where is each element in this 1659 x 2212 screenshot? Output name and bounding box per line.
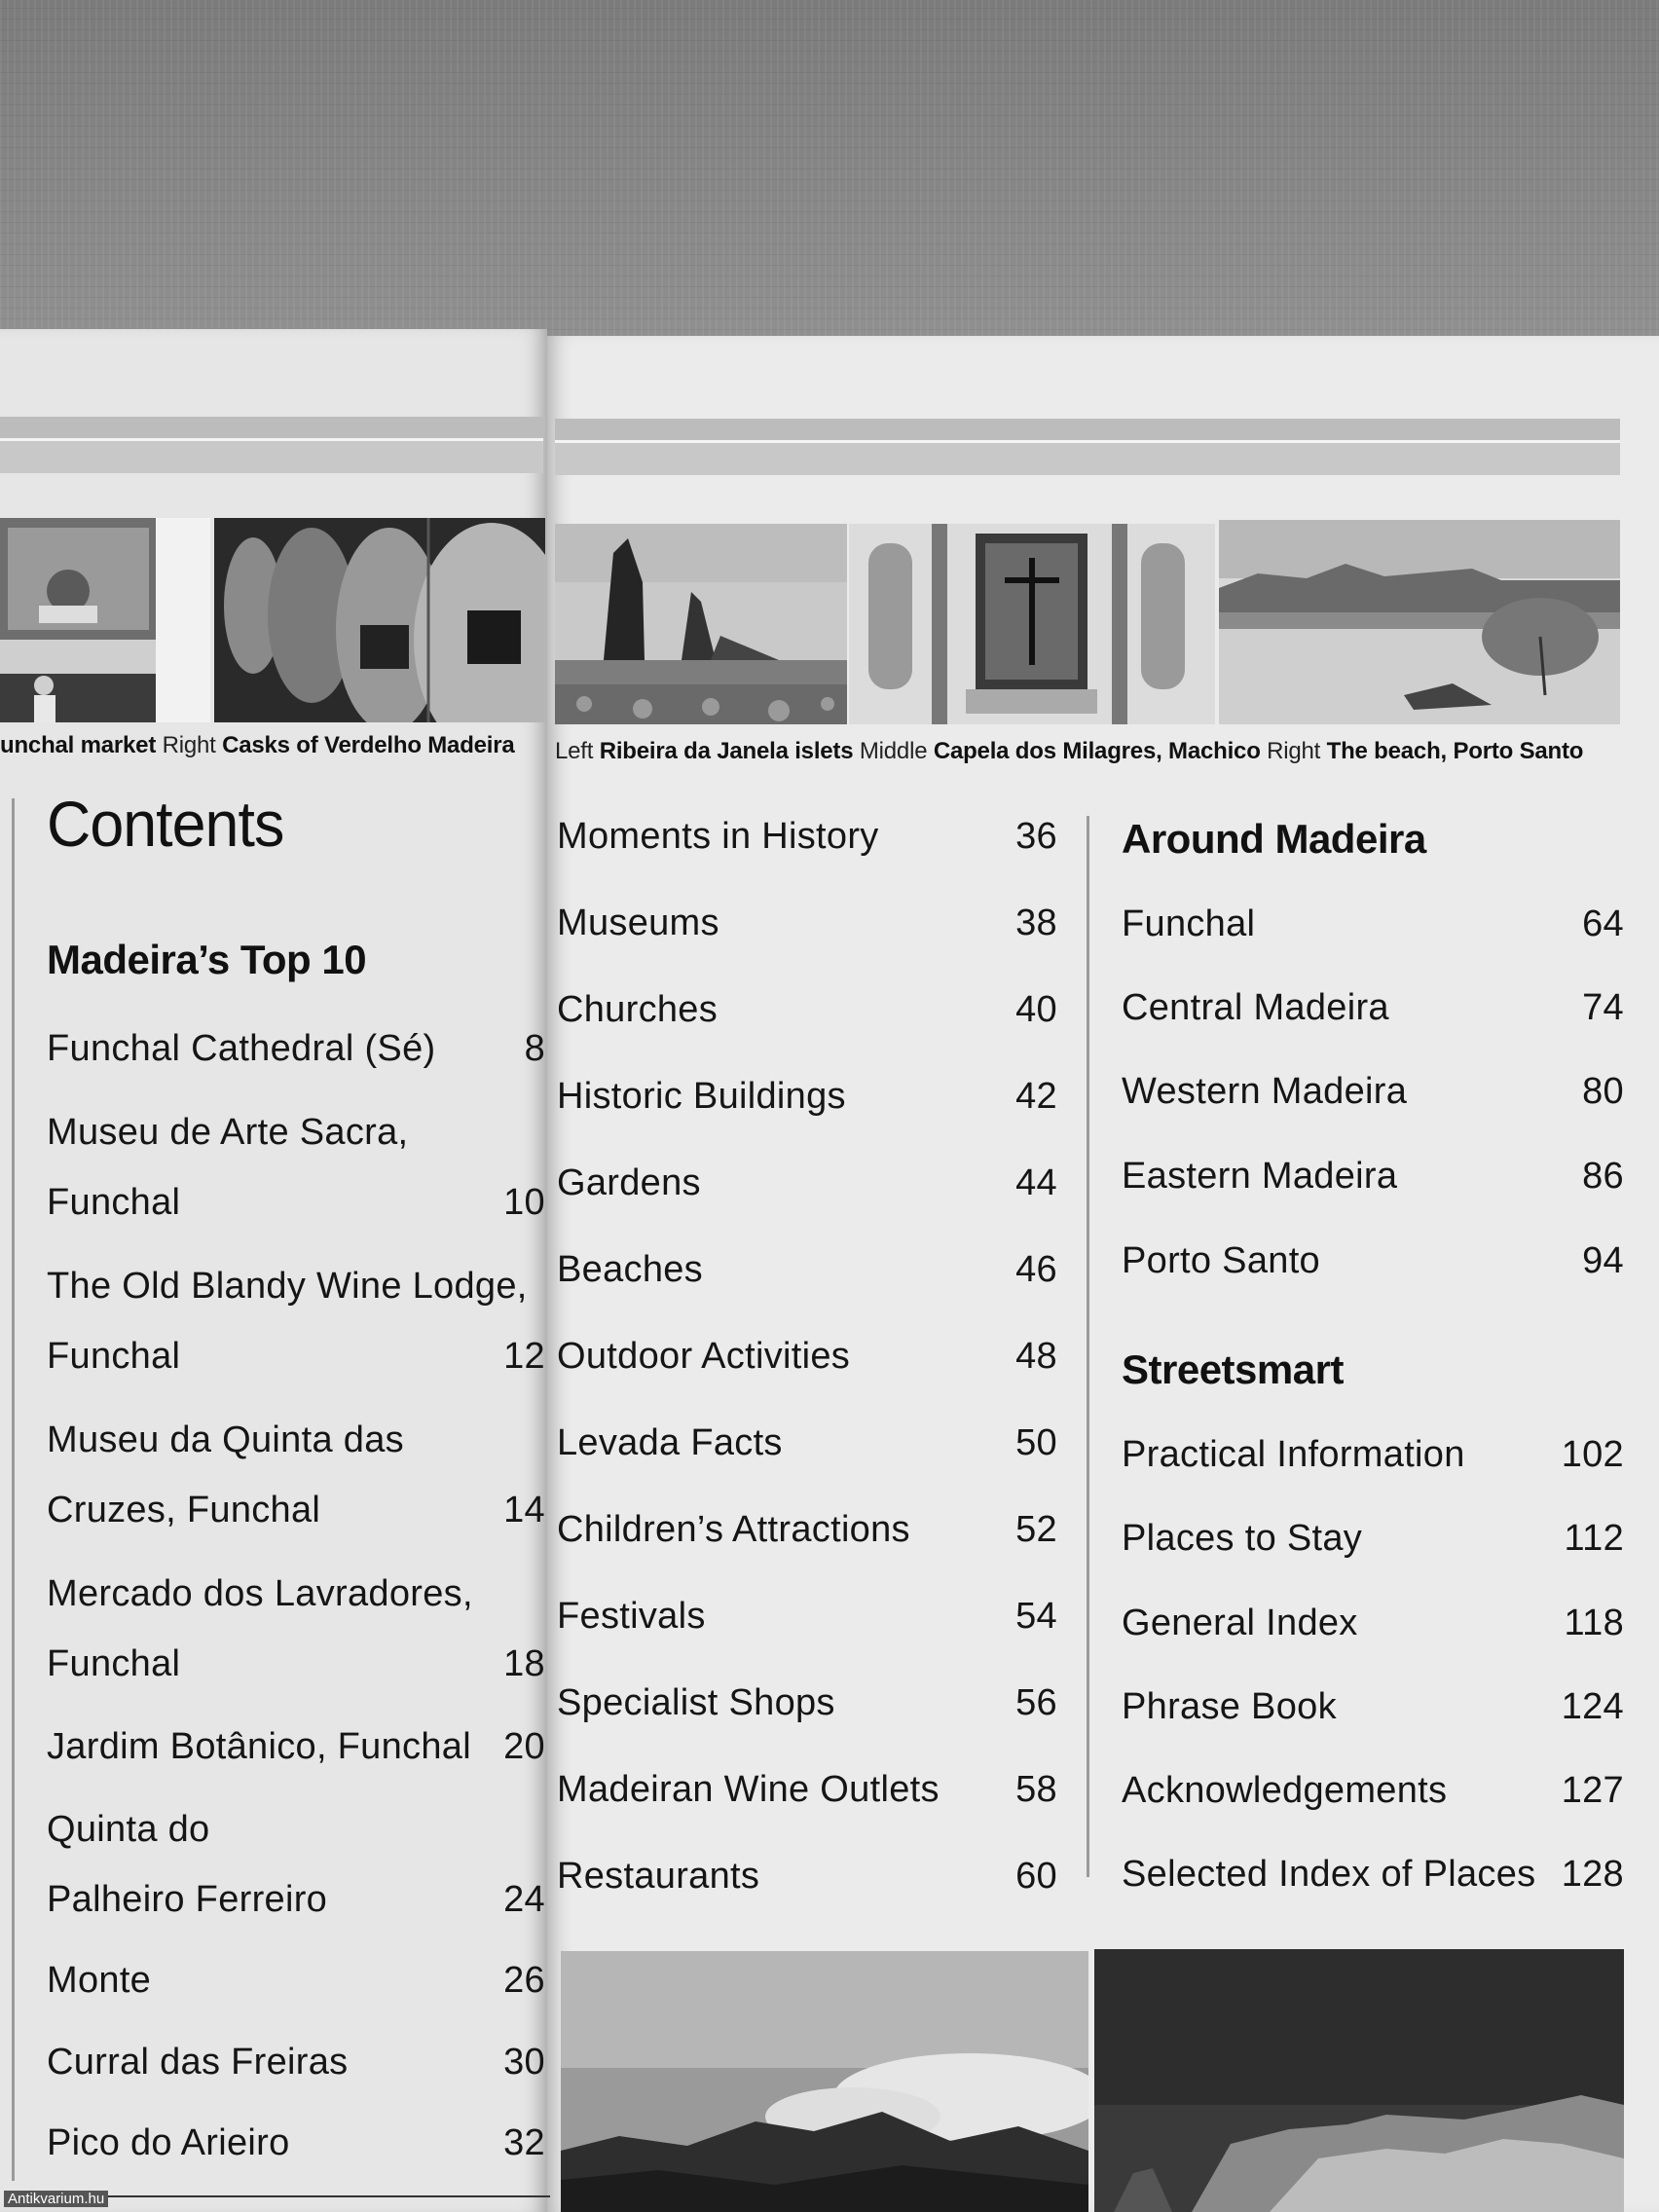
toc-entry-page: 52 bbox=[1015, 1509, 1057, 1550]
toc-entry-label: General Index bbox=[1122, 1603, 1358, 1643]
toc-entry-label: Moments in History bbox=[557, 816, 879, 857]
toc-entry-label: Jardim Botânico, Funchal bbox=[47, 1726, 471, 1767]
fabric-background bbox=[0, 0, 1659, 341]
toc-entry-label: Western Madeira bbox=[1122, 1071, 1408, 1112]
toc-entry-label: Funchal bbox=[1122, 903, 1256, 944]
toc-entry-label: Mercado dos Lavradores, bbox=[47, 1573, 473, 1614]
caption-ribeira: Ribeira da Janela islets bbox=[599, 738, 854, 764]
header-band-left bbox=[0, 417, 543, 473]
toc-entry-page: 44 bbox=[1015, 1162, 1057, 1203]
toc-entry-label: Historic Buildings bbox=[557, 1076, 846, 1117]
left-column-rule bbox=[12, 798, 15, 2181]
toc-entry-label-line2: Palheiro Ferreiro bbox=[47, 1879, 328, 1920]
toc-entry-page: 127 bbox=[1561, 1770, 1624, 1811]
caption-capela: Capela dos Milagres, Machico bbox=[933, 738, 1261, 764]
toc-entry-label: Children’s Attractions bbox=[557, 1509, 910, 1550]
photo-funchal-market bbox=[0, 518, 210, 722]
top10-heading: Madeira’s Top 10 bbox=[47, 937, 367, 982]
toc-entry-page: 14 bbox=[503, 1490, 545, 1530]
toc-entry-page: 86 bbox=[1582, 1156, 1624, 1197]
toc-entry-label: Porto Santo bbox=[1122, 1240, 1320, 1281]
toc-entry-label: Specialist Shops bbox=[557, 1682, 835, 1723]
toc-entry-page: 60 bbox=[1015, 1856, 1057, 1897]
photo-wine-casks bbox=[214, 518, 545, 722]
toc-entry-page: 48 bbox=[1015, 1336, 1057, 1377]
photo-ribeira-islets bbox=[555, 524, 847, 724]
toc-entry-page: 38 bbox=[1015, 903, 1057, 943]
toc-entry-label: Museums bbox=[557, 903, 719, 943]
photo-coastal-cliffs bbox=[1094, 1949, 1624, 2212]
toc-entry-page: 50 bbox=[1015, 1422, 1057, 1463]
toc-entry-page: 12 bbox=[503, 1336, 545, 1377]
toc-entry-label: The Old Blandy Wine Lodge, bbox=[47, 1266, 528, 1307]
header-band-right bbox=[555, 419, 1620, 475]
photo-porto-santo-beach bbox=[1219, 520, 1620, 724]
caption-label-left: Left bbox=[555, 738, 594, 764]
toc-entry-page: 64 bbox=[1582, 903, 1624, 944]
toc-entry-page: 54 bbox=[1015, 1596, 1057, 1637]
toc-entry-label: Acknowledgements bbox=[1122, 1770, 1448, 1811]
caption-label-right: Right bbox=[162, 732, 216, 758]
toc-entry-label: Central Madeira bbox=[1122, 987, 1389, 1028]
toc-entry-page: 124 bbox=[1561, 1686, 1624, 1727]
toc-entry-page: 56 bbox=[1015, 1682, 1057, 1723]
toc-entry-label: Beaches bbox=[557, 1249, 703, 1290]
toc-entry-page: 128 bbox=[1561, 1854, 1624, 1895]
toc-entry-label: Gardens bbox=[557, 1162, 701, 1203]
toc-entry-label: Practical Information bbox=[1122, 1434, 1465, 1475]
watermark: Antikvarium.hu bbox=[4, 2191, 108, 2207]
caption-funchal-market: unchal market bbox=[0, 732, 157, 758]
toc-entry-page: 42 bbox=[1015, 1076, 1057, 1117]
toc-entry-page: 58 bbox=[1015, 1769, 1057, 1810]
toc-entry-page: 10 bbox=[503, 1182, 545, 1223]
toc-entry-label: Churches bbox=[557, 989, 719, 1030]
toc-entry-label: Levada Facts bbox=[557, 1422, 783, 1463]
toc-entry-page: 118 bbox=[1564, 1603, 1624, 1643]
toc-entry-label-line2: Funchal bbox=[47, 1182, 181, 1223]
toc-entry-page: 74 bbox=[1582, 987, 1624, 1028]
toc-entry-page: 40 bbox=[1015, 989, 1057, 1030]
streetsmart-heading: Streetsmart bbox=[1122, 1346, 1344, 1392]
caption-label-right-2: Right bbox=[1267, 738, 1321, 764]
page-title: Contents bbox=[47, 788, 284, 860]
toc-entry-label-line2: Funchal bbox=[47, 1336, 181, 1377]
toc-entry-page: 30 bbox=[503, 2042, 545, 2083]
toc-entry-label: Museu da Quinta das bbox=[47, 1419, 404, 1460]
toc-entry-page: 32 bbox=[503, 2122, 545, 2163]
toc-entry-label: Pico do Arieiro bbox=[47, 2122, 290, 2163]
middle-column-rule bbox=[1087, 816, 1089, 1877]
photo-mountains-clouds bbox=[561, 1951, 1088, 2212]
toc-entry-page: 18 bbox=[503, 1643, 545, 1684]
caption-left bbox=[0, 732, 515, 759]
caption-label-middle: Middle bbox=[859, 738, 928, 764]
toc-entry-page: 46 bbox=[1015, 1249, 1057, 1290]
toc-entry-label: Quinta do bbox=[47, 1809, 210, 1850]
toc-entry-label: Phrase Book bbox=[1122, 1686, 1337, 1727]
photo-capela-milagres bbox=[849, 524, 1215, 724]
toc-entry-label: Monte bbox=[47, 1960, 152, 2001]
toc-entry-page: 112 bbox=[1564, 1518, 1624, 1559]
toc-entry-label: Eastern Madeira bbox=[1122, 1156, 1398, 1197]
toc-entry-page: 80 bbox=[1582, 1071, 1624, 1112]
toc-entry-label: Madeiran Wine Outlets bbox=[557, 1769, 940, 1810]
toc-entry-label: Curral das Freiras bbox=[47, 2042, 349, 2083]
toc-entry-page: 36 bbox=[1015, 816, 1057, 857]
caption-right bbox=[555, 738, 1583, 765]
caption-beach: The beach, Porto Santo bbox=[1326, 738, 1584, 764]
caption-casks: Casks of Verdelho Madeira bbox=[222, 732, 515, 758]
toc-entry-label: Festivals bbox=[557, 1596, 706, 1637]
toc-entry-label: Selected Index of Places bbox=[1122, 1854, 1536, 1895]
toc-entry-label-line2: Cruzes, Funchal bbox=[47, 1490, 321, 1530]
toc-entry-label-line2: Funchal bbox=[47, 1643, 181, 1684]
toc-entry-page: 20 bbox=[503, 1726, 545, 1767]
toc-entry-label: Funchal Cathedral (Sé) bbox=[47, 1028, 436, 1069]
toc-entry-label: Outdoor Activities bbox=[557, 1336, 851, 1377]
toc-entry-page: 102 bbox=[1561, 1434, 1624, 1475]
toc-entry-page: 26 bbox=[503, 1960, 545, 2001]
toc-entry-page: 24 bbox=[503, 1879, 545, 1920]
toc-entry-label: Restaurants bbox=[557, 1856, 760, 1897]
toc-entry-label: Museu de Arte Sacra, bbox=[47, 1112, 409, 1153]
toc-entry-page: 94 bbox=[1582, 1240, 1624, 1281]
toc-entry-label: Places to Stay bbox=[1122, 1518, 1363, 1559]
toc-entry-page: 8 bbox=[524, 1028, 545, 1069]
around-madeira-heading: Around Madeira bbox=[1122, 816, 1426, 862]
